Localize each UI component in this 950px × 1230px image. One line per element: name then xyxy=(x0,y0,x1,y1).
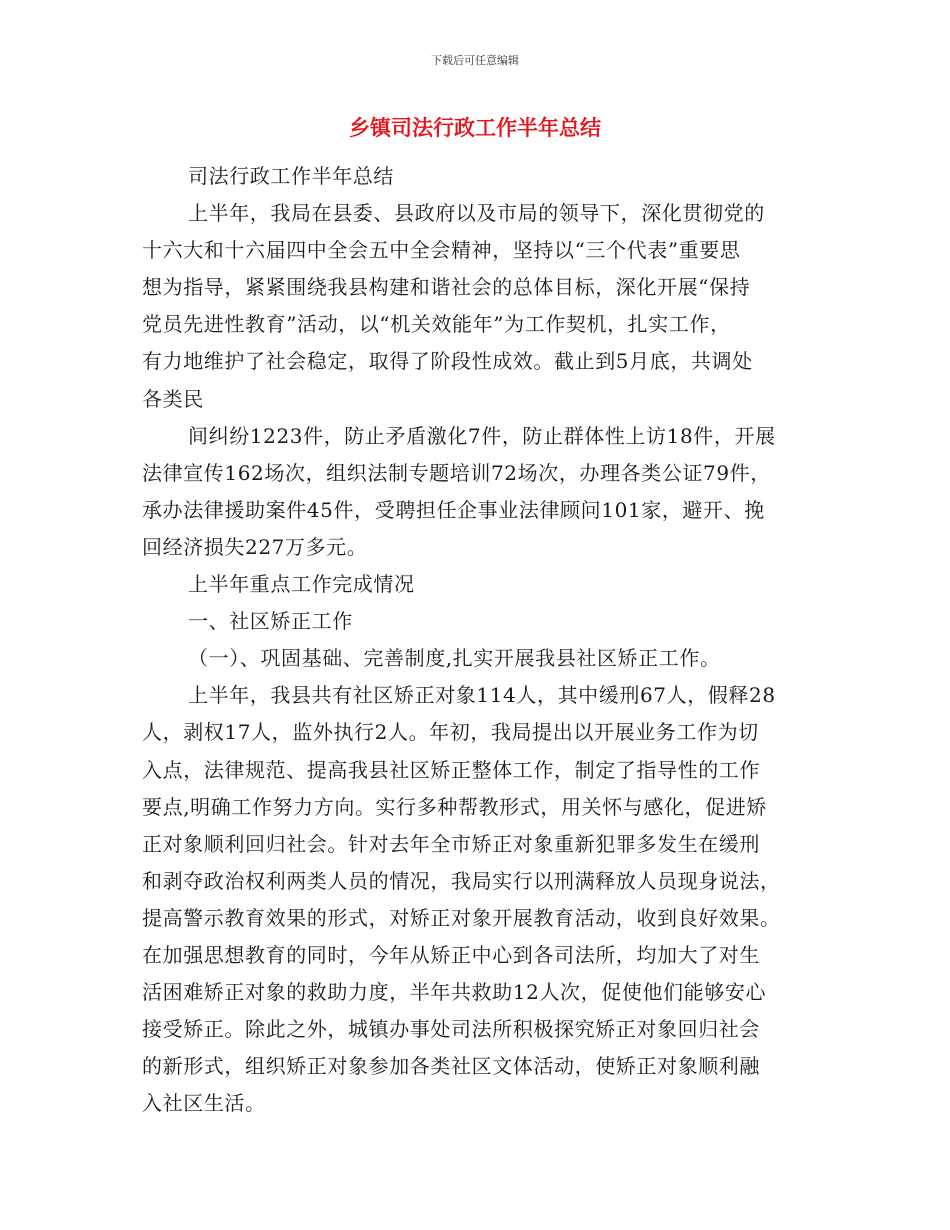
body-line: 正对象顺利回归社会。针对去年全市矫正对象重新犯罪多发生在缓刑 xyxy=(142,831,760,856)
document-title: 乡镇司法行政工作半年总结 xyxy=(349,116,601,140)
body-line: 党员先进性教育”活动，以“机关效能年”为工作契机，扎实工作， xyxy=(142,312,731,337)
body-line: 入点，法律规范、提高我县社区矫正整体工作，制定了指导性的工作 xyxy=(142,757,760,782)
body-line: 和剥夺政治权利两类人员的情况，我局实行以刑满释放人员现身说法， xyxy=(142,868,781,893)
body-line: 回经济损失227万多元。 xyxy=(142,534,368,559)
body-line: 要点,明确工作努力方向。实行多种帮教形式，用关怀与感化，促进矫 xyxy=(142,794,767,819)
body-line: 承办法律援助案件45件，受聘担任企事业法律顾问101家，避开、挽 xyxy=(142,497,765,522)
body-line: （一）、巩固基础、完善制度,扎实开展我县社区矫正工作。 xyxy=(188,646,721,671)
body-line: 的新形式，组织矫正对象参加各类社区文体活动，使矫正对象顺利融 xyxy=(142,1054,760,1079)
body-line: 一、社区矫正工作 xyxy=(188,609,353,634)
document-body xyxy=(142,158,814,1122)
body-line: 人，剥权17人，监外执行2人。年初，我局提出以开展业务工作为切 xyxy=(142,720,759,745)
body-line: 间纠纷1223件，防止矛盾激化7件，防止群体性上访18件，开展 xyxy=(188,423,776,448)
body-line: 有力地维护了社会稳定，取得了阶段性成效。截止到5月底，共调处 xyxy=(142,349,753,374)
page-header: 下载后可任意编辑 xyxy=(431,54,519,67)
body-line: 十六大和十六届四中全会五中全会精神，坚持以“三个代表”重要思 xyxy=(142,238,741,263)
body-line: 入社区生活。 xyxy=(142,1091,266,1116)
body-line: 上半年，我局在县委、县政府以及市局的领导下，深化贯彻党的 xyxy=(188,201,765,226)
body-line: 上半年，我县共有社区矫正对象114人，其中缓刑67人，假释28 xyxy=(188,683,776,708)
body-line: 上半年重点工作完成情况 xyxy=(188,572,415,597)
body-line: 接受矫正。除此之外，城镇办事处司法所积极探究矫正对象回归社会 xyxy=(142,1017,760,1042)
body-line: 各类民 xyxy=(142,386,204,411)
body-line: 想为指导，紧紧围绕我县构建和谐社会的总体目标，深化开展“保持 xyxy=(142,275,751,300)
body-line: 活困难矫正对象的救助力度，半年共救助12人次，促使他们能够安心 xyxy=(142,980,767,1005)
body-line: 在加强思想教育的同时，今年从矫正中心到各司法所，均加大了对生 xyxy=(142,942,760,967)
body-line: 司法行政工作半年总结 xyxy=(188,164,394,188)
body-line: 提高警示教育效果的形式，对矫正对象开展教育活动，收到良好效果。 xyxy=(142,905,781,930)
body-line: 法律宣传162场次，组织法制专题培训72场次，办理各类公证79件， xyxy=(142,460,771,485)
